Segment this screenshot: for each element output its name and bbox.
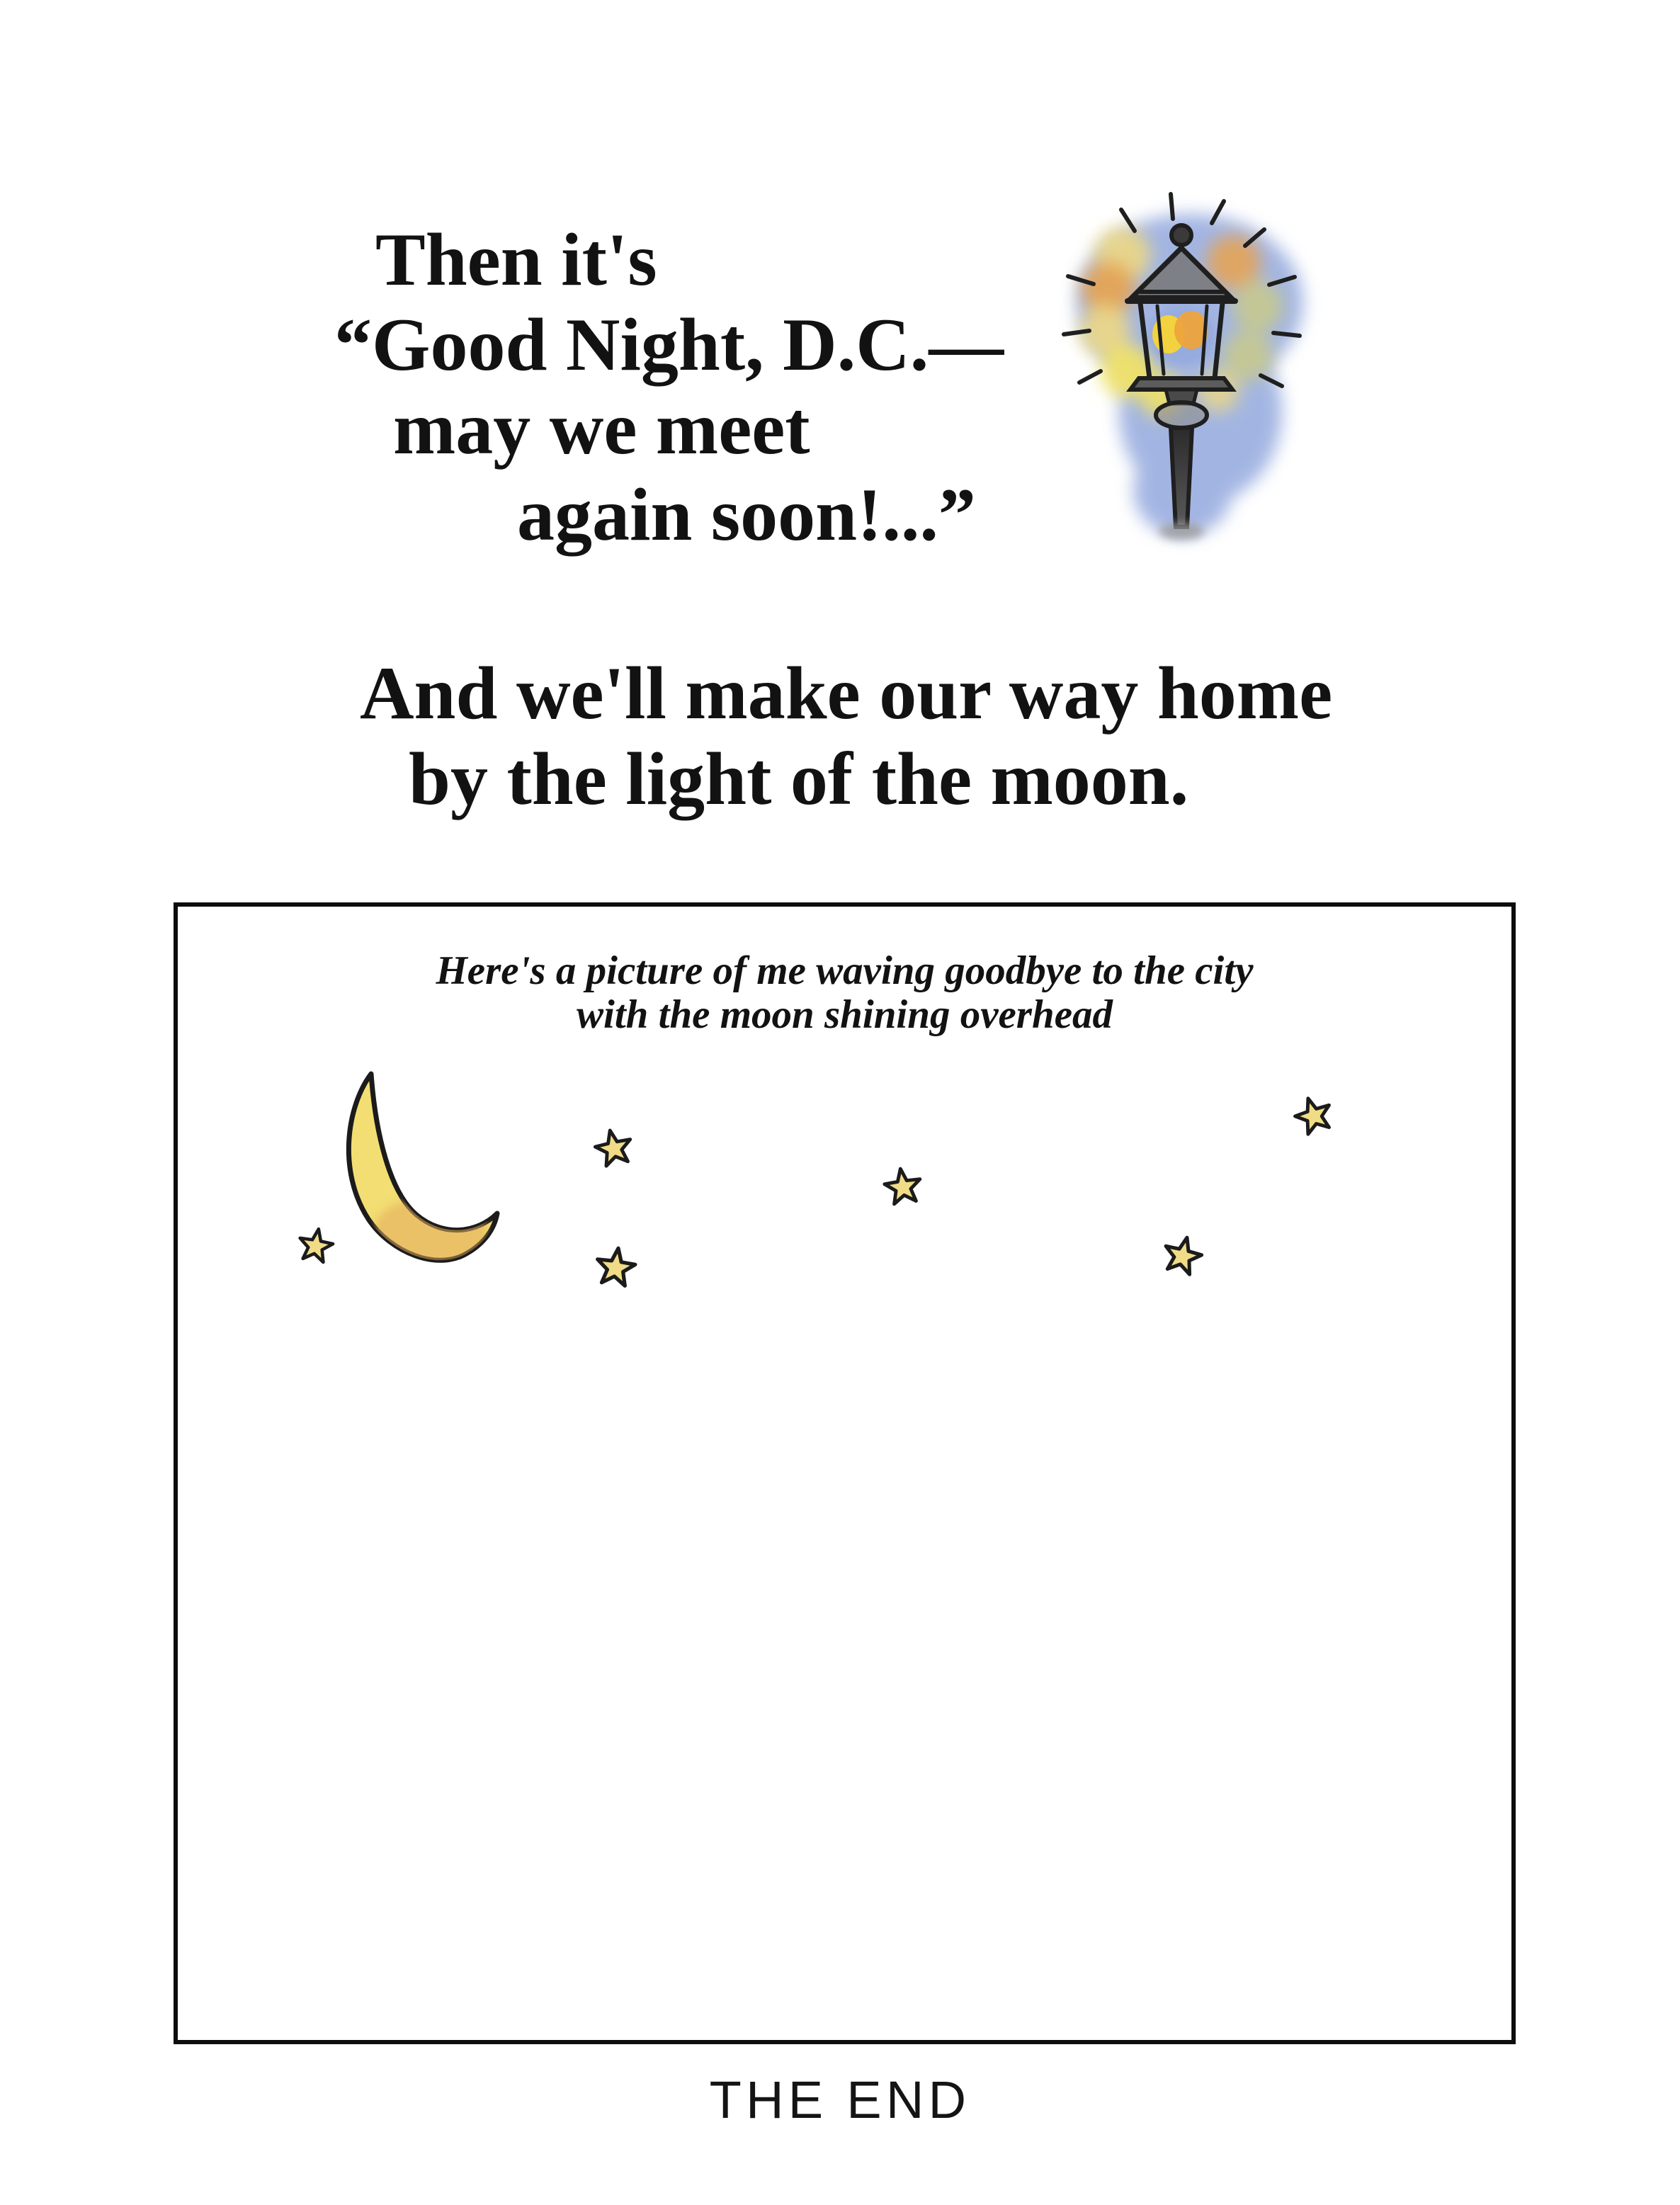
verse-line: Then it's bbox=[375, 218, 657, 301]
verse-line: by the light of the moon. bbox=[409, 737, 1189, 820]
star-icon bbox=[569, 1215, 623, 1269]
street-lamp-illustration bbox=[1048, 186, 1353, 554]
star-icon bbox=[562, 1106, 614, 1158]
moon-shading bbox=[374, 1197, 487, 1265]
verse-line: again soon!...” bbox=[517, 473, 976, 556]
picture-caption: Here's a picture of me waving goodbye to the city bbox=[436, 948, 1254, 993]
verse-line: And we'll make our way home bbox=[360, 652, 1333, 735]
star-icon bbox=[275, 1198, 322, 1246]
crescent-moon-illustration bbox=[339, 1065, 509, 1277]
verse-line: “Good Night, D.C.— bbox=[334, 303, 1004, 386]
star-icon bbox=[853, 1144, 903, 1194]
picture-caption: with the moon shining overhead bbox=[576, 992, 1113, 1037]
the-end-label: THE END bbox=[709, 2070, 971, 2129]
post-shadow bbox=[1159, 523, 1204, 540]
verse-line: may we meet bbox=[393, 387, 810, 470]
